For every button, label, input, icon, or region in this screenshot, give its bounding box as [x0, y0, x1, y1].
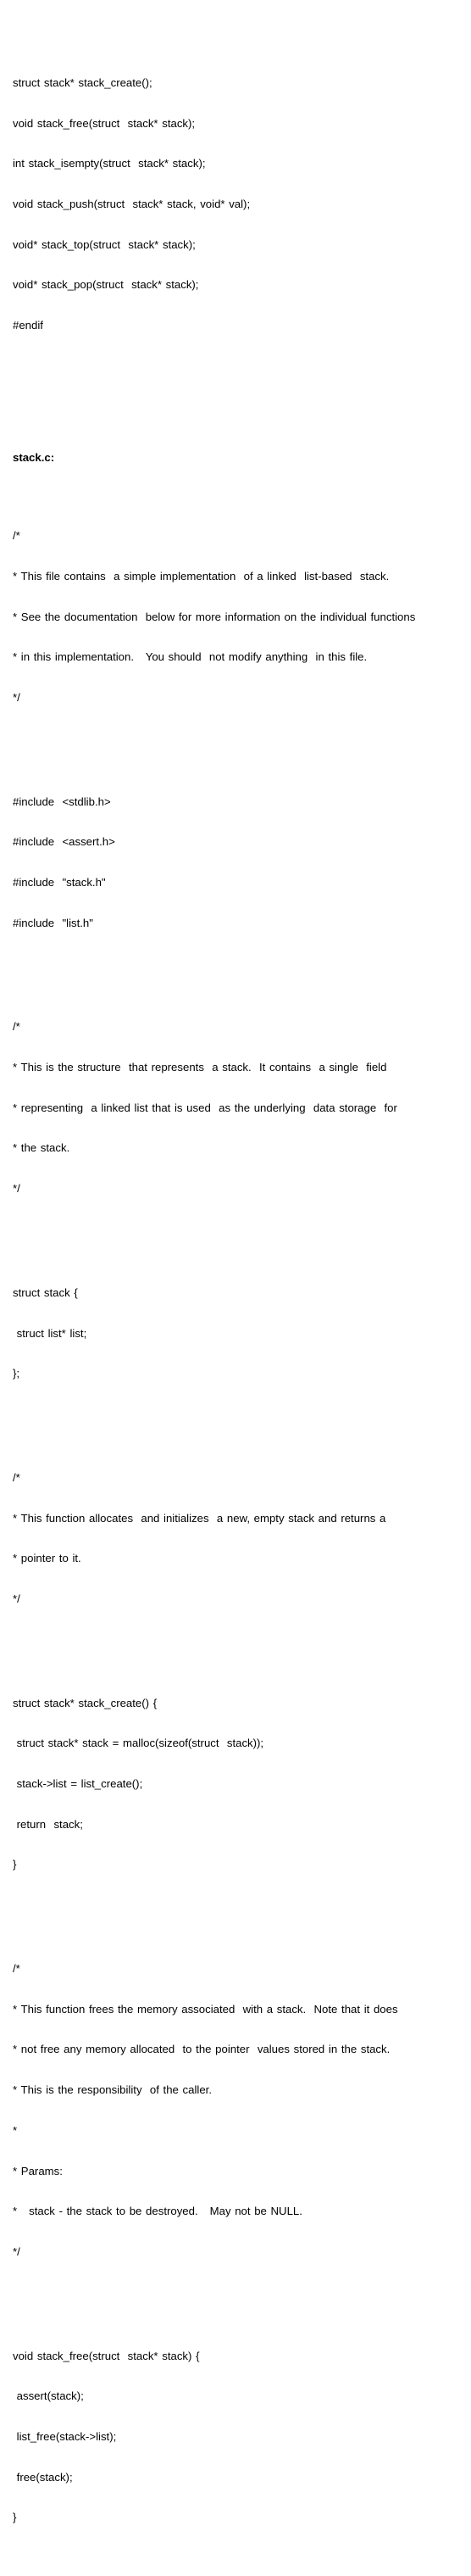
- comment-line: * This file contains a simple implementation of a linked list-based stack.: [13, 569, 390, 583]
- code-line: void* stack_pop(struct stack* stack);: [13, 278, 199, 292]
- comment-line: */: [13, 690, 20, 704]
- file-title: stack.c:: [13, 450, 55, 464]
- comment-line: *: [13, 2123, 18, 2137]
- header-declarations: [13, 50, 466, 359]
- create-function: [13, 1670, 466, 1898]
- free-comment: [13, 1936, 466, 2285]
- create-comment: [13, 1445, 466, 1632]
- comment-line: /*: [13, 1962, 20, 1976]
- code-line: stack->list = list_create();: [13, 1777, 143, 1790]
- comment-line: * This is the structure that represents a stack. It contains a single field: [13, 1061, 387, 1074]
- comment-line: * the stack.: [13, 1141, 70, 1155]
- code-line: struct stack* stack_create();: [13, 76, 152, 89]
- code-line: assert(stack);: [13, 2389, 84, 2403]
- code-line: void stack_free(struct stack* stack);: [13, 116, 196, 130]
- code-line: struct stack {: [13, 1285, 78, 1299]
- code-line: #include <assert.h>: [13, 835, 115, 849]
- comment-line: */: [13, 2244, 20, 2258]
- struct-definition: [13, 1260, 466, 1407]
- comment-line: * This function frees the memory associated with a stack. Note that it does: [13, 2002, 398, 2016]
- code-line: int stack_isempty(struct stack* stack);: [13, 157, 206, 170]
- struct-comment: [13, 994, 466, 1221]
- comment-line: * pointer to it.: [13, 1552, 81, 1565]
- code-line: list_free(stack->list);: [13, 2429, 117, 2443]
- code-line: free(stack);: [13, 2470, 73, 2484]
- comment-line: * This function allocates and initializes a new, empty stack and returns a: [13, 1511, 386, 1525]
- code-line: #include "stack.h": [13, 876, 106, 889]
- code-line: void* stack_top(struct stack* stack);: [13, 237, 196, 251]
- comment-line: * in this implementation. You should not modify anything in this file.: [13, 650, 368, 664]
- include-block: [13, 769, 466, 956]
- code-line: return stack;: [13, 1817, 83, 1831]
- code-line: struct list* list;: [13, 1326, 87, 1340]
- comment-line: /*: [13, 1470, 20, 1484]
- code-line: };: [13, 1367, 20, 1380]
- code-line: }: [13, 1858, 17, 1871]
- document-body: [13, 12, 466, 2576]
- code-line: #include "list.h": [13, 916, 93, 929]
- code-line: struct stack* stack_create() {: [13, 1696, 158, 1709]
- comment-line: * Params:: [13, 2164, 63, 2177]
- code-line: #include <stdlib.h>: [13, 795, 111, 808]
- comment-line: */: [13, 1592, 20, 1605]
- comment-line: * representing a linked list that is used as the underlying data storage for: [13, 1101, 397, 1114]
- comment-line: * not free any memory allocated to the pointer values stored in the stack.: [13, 2043, 391, 2056]
- file-comment: [13, 503, 466, 730]
- comment-line: /*: [13, 529, 20, 543]
- comment-line: * See the documentation below for more information on the individual functions: [13, 610, 416, 623]
- code-line: void stack_free(struct stack* stack) {: [13, 2349, 200, 2362]
- code-line: struct stack* stack = malloc(sizeof(struct stack));: [13, 1737, 264, 1750]
- free-function: [13, 2323, 466, 2551]
- blank-line: [13, 397, 466, 412]
- code-line: }: [13, 2511, 17, 2524]
- code-line: #endif: [13, 319, 43, 332]
- comment-line: */: [13, 1182, 20, 1196]
- comment-line: * stack - the stack to be destroyed. May not be NULL.: [13, 2205, 302, 2218]
- comment-line: * This is the responsibility of the caller.: [13, 2083, 212, 2097]
- code-line: void stack_push(struct stack* stack, void* val);: [13, 198, 251, 211]
- comment-line: /*: [13, 1020, 20, 1034]
